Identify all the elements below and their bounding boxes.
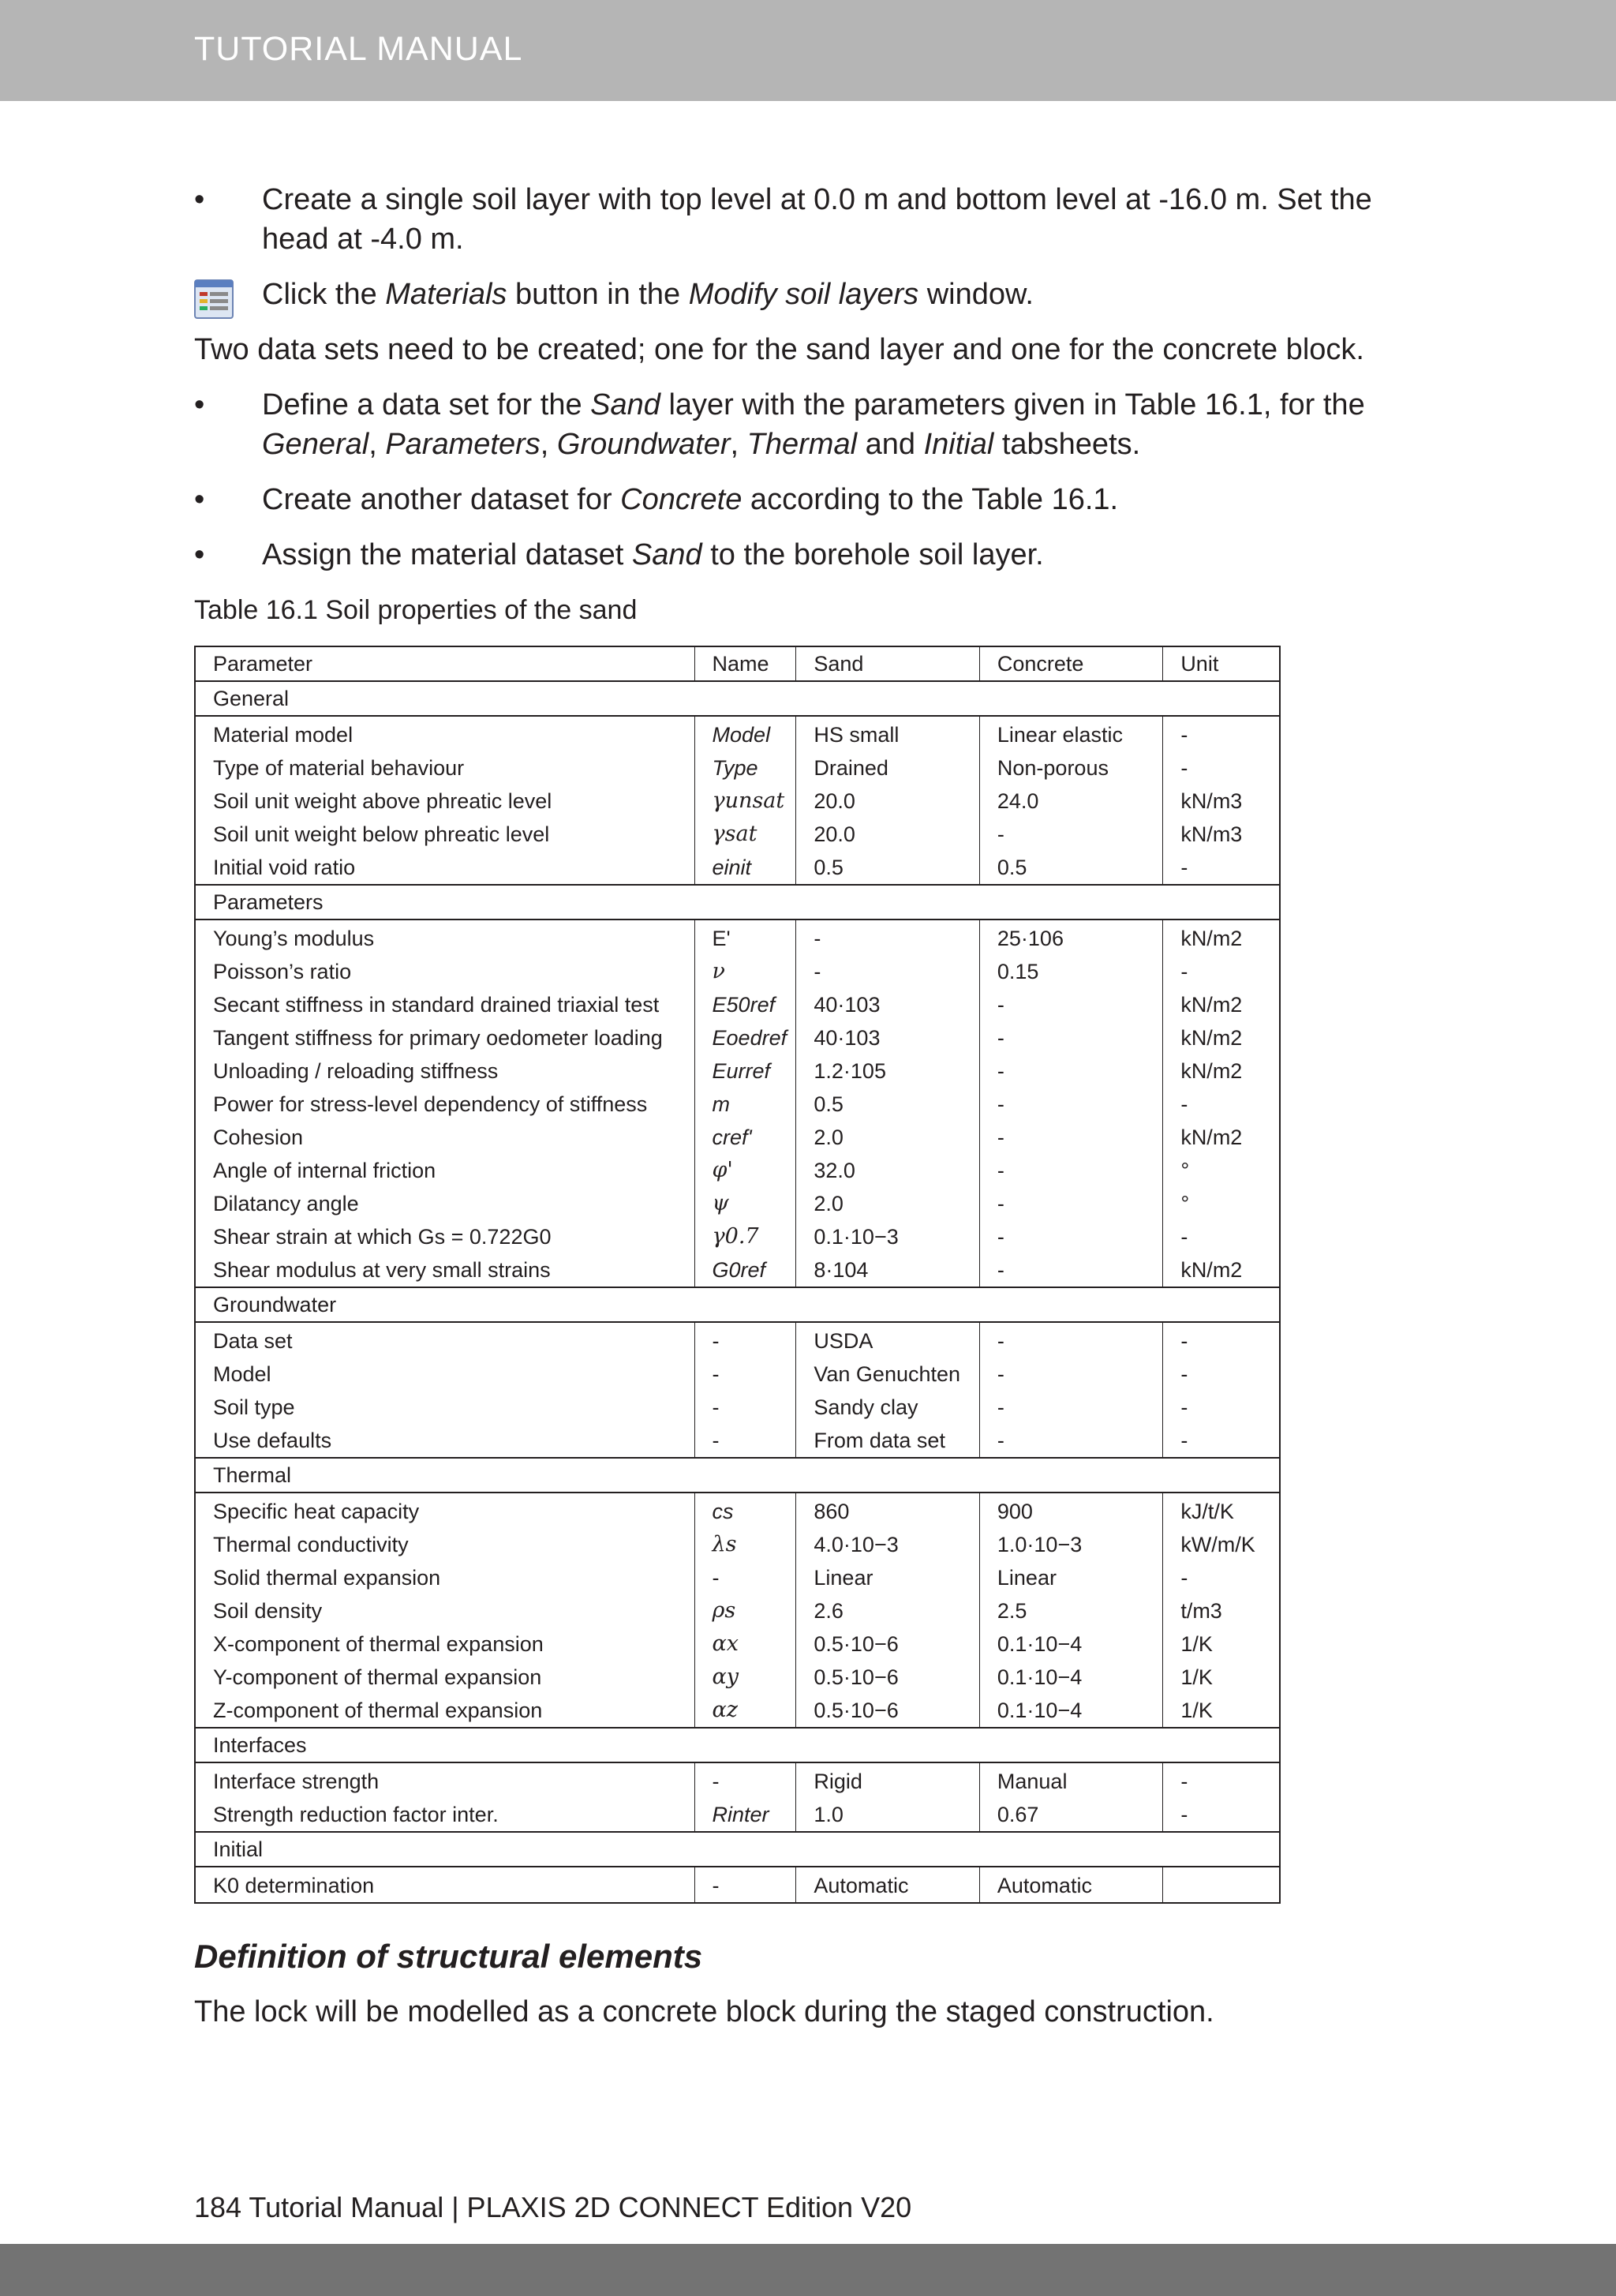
table-row [195,716,1280,751]
cell: Initial void ratio [195,851,694,885]
term: Groundwater [556,428,731,461]
cell: - [1180,1225,1188,1249]
cell: kN/m2 [1163,1253,1280,1287]
cell: kW/m/K [1180,1533,1255,1556]
cell: - [979,1391,1162,1424]
cell: - [1180,1395,1188,1419]
cell: ° [1180,1192,1190,1215]
cell: 0.5 [796,851,980,885]
cell: Tangent stiffness for primary oedometer loading [195,1021,694,1054]
cell: γ0.7 [694,1220,796,1253]
section-label: Initial [195,1832,1280,1867]
cell: kN/m2 [1180,993,1243,1017]
table-row [195,1021,1280,1054]
cell: 2.0 [796,1121,980,1154]
cell: kN/m3 [1180,822,1243,846]
cell: Automatic [979,1867,1162,1903]
cell: 0.1·10−4 [979,1627,1162,1661]
bullet-dot: • [194,538,205,571]
cell: 0.5 [796,1088,980,1121]
text: , [368,428,386,461]
cell: X-component of thermal expansion [195,1627,694,1661]
cell: 0.5·10−6 [796,1661,980,1694]
cell: 1/K [1180,1632,1213,1656]
cell: - [694,1322,796,1358]
table-row [195,1561,1280,1594]
paragraph-datasets: Two data sets need to be created; one for the sand layer and one for the concrete block. [194,333,1364,366]
cell: G0ref [694,1253,796,1287]
table-row [195,1322,1280,1358]
cell: 900 [979,1493,1162,1528]
cell: Angle of internal friction [195,1154,694,1187]
table-row [195,1661,1280,1694]
cell: - [1180,1770,1188,1793]
cell: Solid thermal expansion [195,1561,694,1594]
table-row [195,1391,1280,1424]
cell: kN/m2 [1180,927,1243,950]
text: , [540,428,557,461]
cell: Linear [979,1561,1162,1594]
cell: K0 determination [195,1867,694,1903]
cell: - [1163,851,1280,885]
cell: - [694,1561,796,1594]
cell: 25·106 [979,920,1162,955]
header-cell: Name [694,646,796,681]
page-footer: 184 Tutorial Manual | PLAXIS 2D CONNECT Edition V20 [194,2191,912,2223]
table-row [195,1358,1280,1391]
cell: - [979,1358,1162,1391]
page-content [194,180,1425,2047]
cell: - [796,920,980,955]
cell: αx [694,1627,796,1661]
cell: Secant stiffness in standard drained triaxial test [195,988,694,1021]
cell: Poisson’s ratio [195,955,694,988]
table-row [195,988,1280,1021]
text: according to the Table 16.1. [742,483,1119,516]
cell: - [979,1054,1162,1088]
cell: Linear [796,1561,980,1594]
cell [1163,1867,1280,1903]
cell: Soil unit weight below phreatic level [195,818,694,851]
section-label: Thermal [195,1458,1280,1493]
cell: - [796,955,980,988]
cell: Specific heat capacity [195,1493,694,1528]
text: tabsheets. [993,428,1141,461]
cell: Eurref [694,1054,796,1088]
cell: 2.0 [796,1187,980,1220]
cell: Data set [195,1322,694,1358]
cell: - [694,1391,796,1424]
text: Click the [262,278,386,311]
cell: Non-porous [979,751,1162,785]
bullet-soil-layer [194,180,1425,259]
cell: Strength reduction factor inter. [195,1798,694,1832]
cell: Van Genuchten [796,1358,980,1391]
cell: cref' [694,1121,796,1154]
table-row [195,1798,1280,1832]
cell: HS small [796,716,980,751]
cell: - [1163,1798,1280,1832]
table-row [195,1493,1280,1528]
header-cell: Unit [1163,646,1280,681]
term: Parameters [385,428,541,461]
cell: φ' [694,1154,796,1187]
cell: - [1180,723,1188,747]
cell: Unloading / reloading stiffness [195,1054,694,1088]
table-row [195,1528,1280,1561]
cell: ν [694,955,796,988]
section-paragraph: The lock will be modelled as a concrete block during the staged construction. [194,1995,1214,2028]
table-row [195,1762,1280,1798]
cell: Z-component of thermal expansion [195,1694,694,1728]
cell: Dilatancy angle [195,1187,694,1220]
cell: Shear strain at which Gs = 0.722G0 [195,1220,694,1253]
section-label: Groundwater [195,1287,1280,1322]
cell: - [694,1762,796,1798]
table-row [195,1054,1280,1088]
cell: Linear elastic [979,716,1162,751]
bullet-dot: • [194,388,205,421]
section-row [195,1458,1280,1493]
text: and [857,428,924,461]
cell: - [1180,1566,1188,1590]
cell: - [1180,1362,1188,1386]
cell: 2.5 [979,1594,1162,1627]
cell: 32.0 [796,1154,980,1187]
cell: ψ [694,1187,796,1220]
cell: Interface strength [195,1762,694,1798]
cell: 0.1·10−4 [979,1661,1162,1694]
header-cell: Concrete [979,646,1162,681]
text: Create another dataset for [262,483,621,516]
table-row [195,1867,1280,1903]
cell: 40·103 [796,988,980,1021]
table-header-row [195,646,1280,681]
table-row [195,920,1280,955]
bullet-define-sand [194,385,1425,464]
section-label: General [195,681,1280,716]
term: Concrete [620,483,743,516]
text: to the borehole soil layer. [701,538,1044,571]
cell: 0.5·10−6 [796,1694,980,1728]
cell: m [694,1088,796,1121]
section-row [195,1728,1280,1762]
cell: Soil type [195,1391,694,1424]
header-cell: Parameter [195,646,694,681]
section-row [195,885,1280,920]
cell: kN/m2 [1180,1059,1243,1083]
cell: Eoedref [694,1021,796,1054]
cell: E50ref [694,988,796,1021]
cell: kN/m3 [1180,789,1243,813]
table-row [195,785,1280,818]
cell: 20.0 [796,818,980,851]
cell: kJ/t/K [1180,1500,1234,1523]
cell: ° [1180,1159,1190,1182]
cell: cs [694,1493,796,1528]
cell: 0.67 [979,1798,1162,1832]
cell: - [979,1154,1162,1187]
cell: 860 [796,1493,980,1528]
cell: - [979,1187,1162,1220]
cell: - [979,1088,1162,1121]
cell: 4.0·10−3 [796,1528,980,1561]
section-label: Interfaces [195,1728,1280,1762]
bullet-concrete [194,480,1425,519]
cell: Sandy clay [796,1391,980,1424]
bullet-dot: • [194,483,205,516]
text: Assign the material dataset [262,538,632,571]
cell: - [1163,1424,1280,1458]
cell: Use defaults [195,1424,694,1458]
cell: Automatic [796,1867,980,1903]
cell: 2.6 [796,1594,980,1627]
cell: - [1180,1092,1188,1116]
cell: 1.0·10−3 [979,1528,1162,1561]
header-title: TUTORIAL MANUAL [194,30,523,68]
cell: 0.1·10−3 [796,1220,980,1253]
cell: - [979,1424,1162,1458]
term: Thermal [746,428,858,461]
section-heading: Definition of structural elements [194,1938,703,1975]
cell: λs [694,1528,796,1561]
cell: αz [694,1694,796,1728]
cell: 0.1·10−4 [979,1694,1162,1728]
materials-instruction [194,275,1425,314]
cell: kN/m2 [1180,1126,1243,1149]
cell: 0.5·10−6 [796,1627,980,1661]
page-header [0,0,1616,101]
cell: 40·103 [796,1021,980,1054]
cell: Type [694,751,796,785]
cell: Shear modulus at very small strains [195,1253,694,1287]
cell: 0.15 [979,955,1162,988]
cell: γsat [694,818,796,851]
cell: - [979,1021,1162,1054]
table-row [195,1694,1280,1728]
cell: ρs [694,1594,796,1627]
cell: 20.0 [796,785,980,818]
table-row [195,1154,1280,1187]
cell: 1/K [1180,1665,1213,1689]
cell: Drained [796,751,980,785]
table-row [195,751,1280,785]
materials-term: Materials [385,278,507,311]
cell: - [979,818,1162,851]
table-caption: Table 16.1 Soil properties of the sand [194,595,638,625]
cell: Rigid [796,1762,980,1798]
soil-properties-table [194,646,1281,1904]
cell: Thermal conductivity [195,1528,694,1561]
cell: - [1180,1329,1188,1353]
section-row [195,1287,1280,1322]
term: Sand [631,538,702,571]
cell: Cohesion [195,1121,694,1154]
table-row [195,1220,1280,1253]
cell: Model [694,716,796,751]
table-row [195,1088,1280,1121]
cell: - [1180,756,1188,780]
term: General [262,428,369,461]
cell: 8·104 [796,1253,980,1287]
materials-icon [194,279,234,319]
table-row [195,1187,1280,1220]
section-label: Parameters [195,885,1280,920]
cell: 24.0 [979,785,1162,818]
table-row [195,818,1280,851]
table-row [195,1627,1280,1661]
cell: From data set [796,1424,980,1458]
text: layer with the parameters given in Table 16.1, for the [660,388,1365,421]
cell: 1.2·105 [796,1054,980,1088]
cell: Manual [979,1762,1162,1798]
cell: - [694,1867,796,1903]
cell: γunsat [694,785,796,818]
cell: Y-component of thermal expansion [195,1661,694,1694]
cell: kN/m2 [1180,1026,1243,1050]
header-cell: Sand [796,646,980,681]
text: window. [918,278,1034,311]
bullet-dot: • [194,183,205,216]
window-term: Modify soil layers [688,278,919,311]
cell: - [979,988,1162,1021]
table-row [195,1594,1280,1627]
table-row [195,1424,1280,1458]
section-row [195,681,1280,716]
cell: - [694,1424,796,1458]
text: , [730,428,747,461]
cell: Material model [195,716,694,751]
table-row [195,955,1280,988]
term: Initial [923,428,994,461]
cell: - [979,1253,1162,1287]
table-row [195,1253,1280,1287]
cell: 1.0 [796,1798,980,1832]
cell: t/m3 [1180,1599,1222,1623]
cell: - [694,1358,796,1391]
term: Sand [590,388,660,421]
cell: - [979,1220,1162,1253]
text: button in the [507,278,689,311]
cell: Type of material behaviour [195,751,694,785]
cell: Soil unit weight above phreatic level [195,785,694,818]
cell: - [979,1121,1162,1154]
cell: Model [195,1358,694,1391]
cell: - [979,1322,1162,1358]
cell: einit [694,851,796,885]
cell: USDA [796,1322,980,1358]
cell: - [1180,960,1188,983]
cell: 0.5 [979,851,1162,885]
footer-bar [0,2244,1616,2296]
cell: E' [694,920,796,955]
cell: Soil density [195,1594,694,1627]
cell: Power for stress-level dependency of stiffness [195,1088,694,1121]
text: Define a data set for the [262,388,591,421]
cell: αy [694,1661,796,1694]
bullet-text: Create a single soil layer with top level at 0.0 m and bottom level at -16.0 m. Set the head at -4.0 m. [262,183,1372,256]
cell: Young’s modulus [195,920,694,955]
table-row [195,1121,1280,1154]
cell: 1/K [1163,1694,1280,1728]
cell: Rinter [694,1798,796,1832]
table-row [195,851,1280,885]
section-row [195,1832,1280,1867]
bullet-assign [194,535,1425,575]
